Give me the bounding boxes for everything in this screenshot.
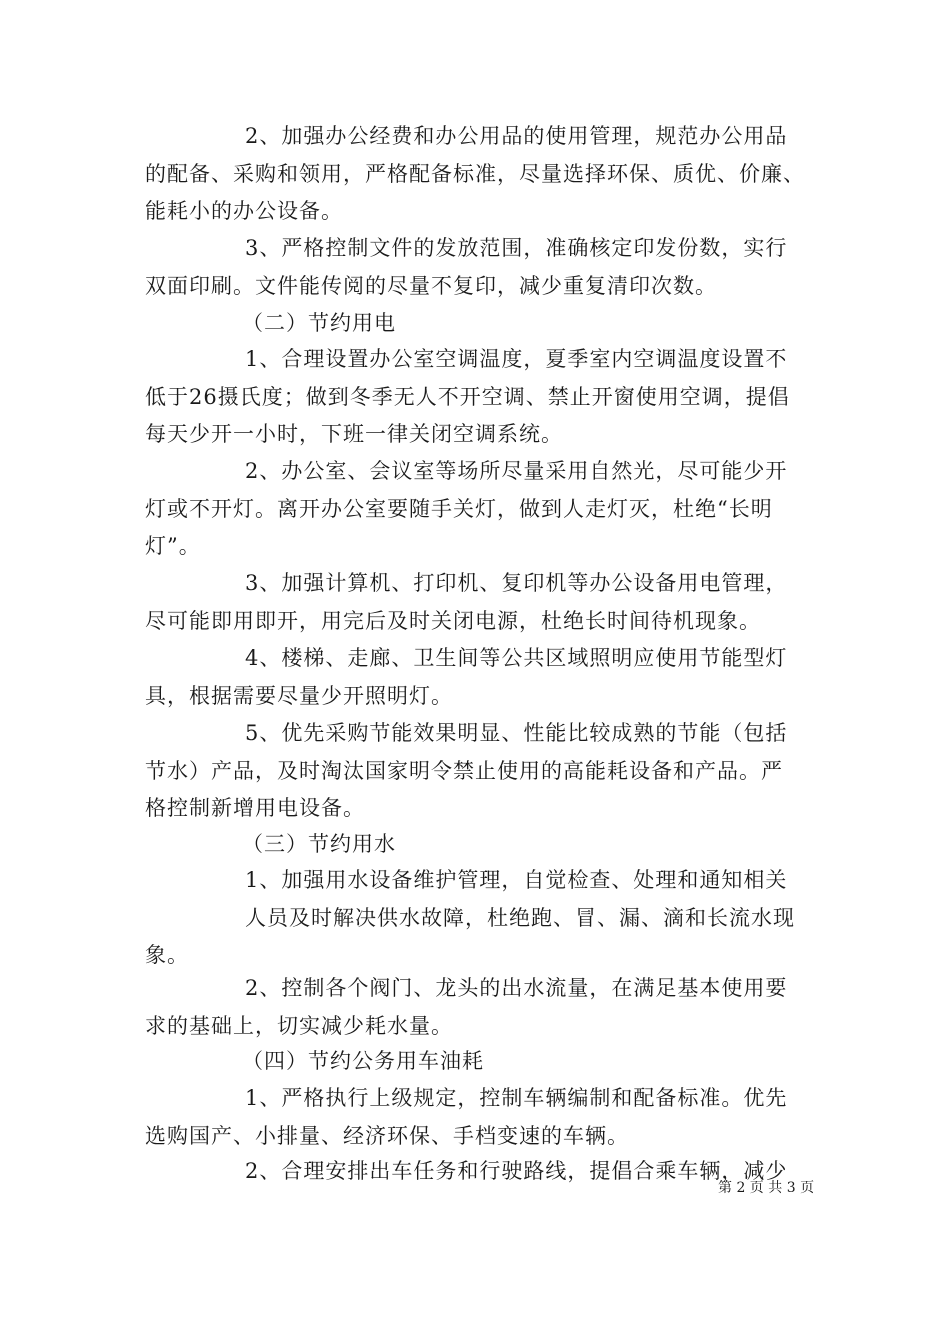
paragraph-water-equipment: [145, 862, 815, 975]
text-line: 的配备、采购和领用，严格配备标准，尽量选择环保、质优、价廉、: [145, 161, 805, 186]
text-line: 选购国产、小排量、经济环保、手档变速的车辆。: [145, 1123, 629, 1148]
text-line: 灯或不开灯。离开办公室要随手关灯，做到人走灯灭，杜绝“长明: [145, 496, 773, 521]
section-heading-vehicles: （四）节约公务用车油耗: [242, 1049, 484, 1073]
text-line: 具，根据需要尽量少开照明灯。: [145, 683, 453, 708]
text-line: 尽可能即用即开，用完后及时关闭电源，杜绝长时间待机现象。: [145, 608, 761, 633]
text-line: 5、优先采购节能效果明显、性能比较成熟的节能（包括: [245, 721, 788, 745]
section-heading-electricity: （二）节约用电: [242, 311, 396, 335]
text-line: 象。: [145, 943, 189, 967]
text-line: 1、加强用水设备维护管理，自觉检查、处理和通知相关: [245, 868, 788, 892]
paragraph-document-printing: [145, 230, 815, 305]
text-line: 灯”。: [145, 534, 201, 558]
paragraph-vehicle-standards: [145, 1080, 815, 1155]
text-line: 2、合理安排出车任务和行驶路线，提倡合乘车辆，减少: [245, 1159, 788, 1183]
paragraph-water-flow: [145, 970, 815, 1045]
text-line: 2、加强办公经费和办公用品的使用管理，规范办公用品: [245, 124, 788, 148]
section-heading-water: （三）节约用水: [242, 832, 396, 856]
paragraph-energy-saving-products: [145, 715, 815, 828]
text-line: 1、严格执行上级规定，控制车辆编制和配备标准。优先: [245, 1086, 788, 1110]
text-line: 2、控制各个阀门、龙头的出水流量，在满足基本使用要: [245, 976, 788, 1000]
text-line: 每天少开一小时，下班一律关闭空调系统。: [145, 422, 563, 446]
page-number-footer: 第 2 页 共 3 页: [718, 1180, 815, 1196]
paragraph-public-lighting: [145, 640, 815, 715]
paragraph-lighting: [145, 453, 815, 566]
paragraph-vehicle-routes: [145, 1153, 815, 1191]
text-line: 3、加强计算机、打印机、复印机等办公设备用电管理，: [245, 571, 788, 595]
text-line: 2、办公室、会议室等场所尽量采用自然光，尽可能少开: [245, 459, 788, 483]
text-line: 双面印刷。文件能传阅的尽量不复印，减少重复清印次数。: [145, 273, 717, 298]
paragraph-office-equipment: [145, 565, 815, 640]
text-line: 节水）产品，及时淘汰国家明令禁止使用的高能耗设备和产品。严: [145, 758, 783, 783]
paragraph-office-supplies: [145, 118, 815, 231]
text-line: 格控制新增用电设备。: [145, 796, 365, 820]
text-line: 人员及时解决供水故障，杜绝跑、冒、漏、滴和长流水现: [245, 905, 795, 930]
text-line: 1、合理设置办公室空调温度，夏季室内空调温度设置不: [245, 347, 788, 371]
text-line: 低于26摄氏度；做到冬季无人不开空调、禁止开窗使用空调，提倡: [145, 384, 790, 409]
text-line: 求的基础上，切实减少耗水量。: [145, 1013, 453, 1038]
paragraph-air-conditioning: [145, 341, 815, 454]
text-line: 4、楼梯、走廊、卫生间等公共区域照明应使用节能型灯: [245, 646, 788, 670]
text-line: 能耗小的办公设备。: [145, 199, 343, 223]
text-line: 3、严格控制文件的发放范围，准确核定印发份数，实行: [245, 236, 788, 260]
